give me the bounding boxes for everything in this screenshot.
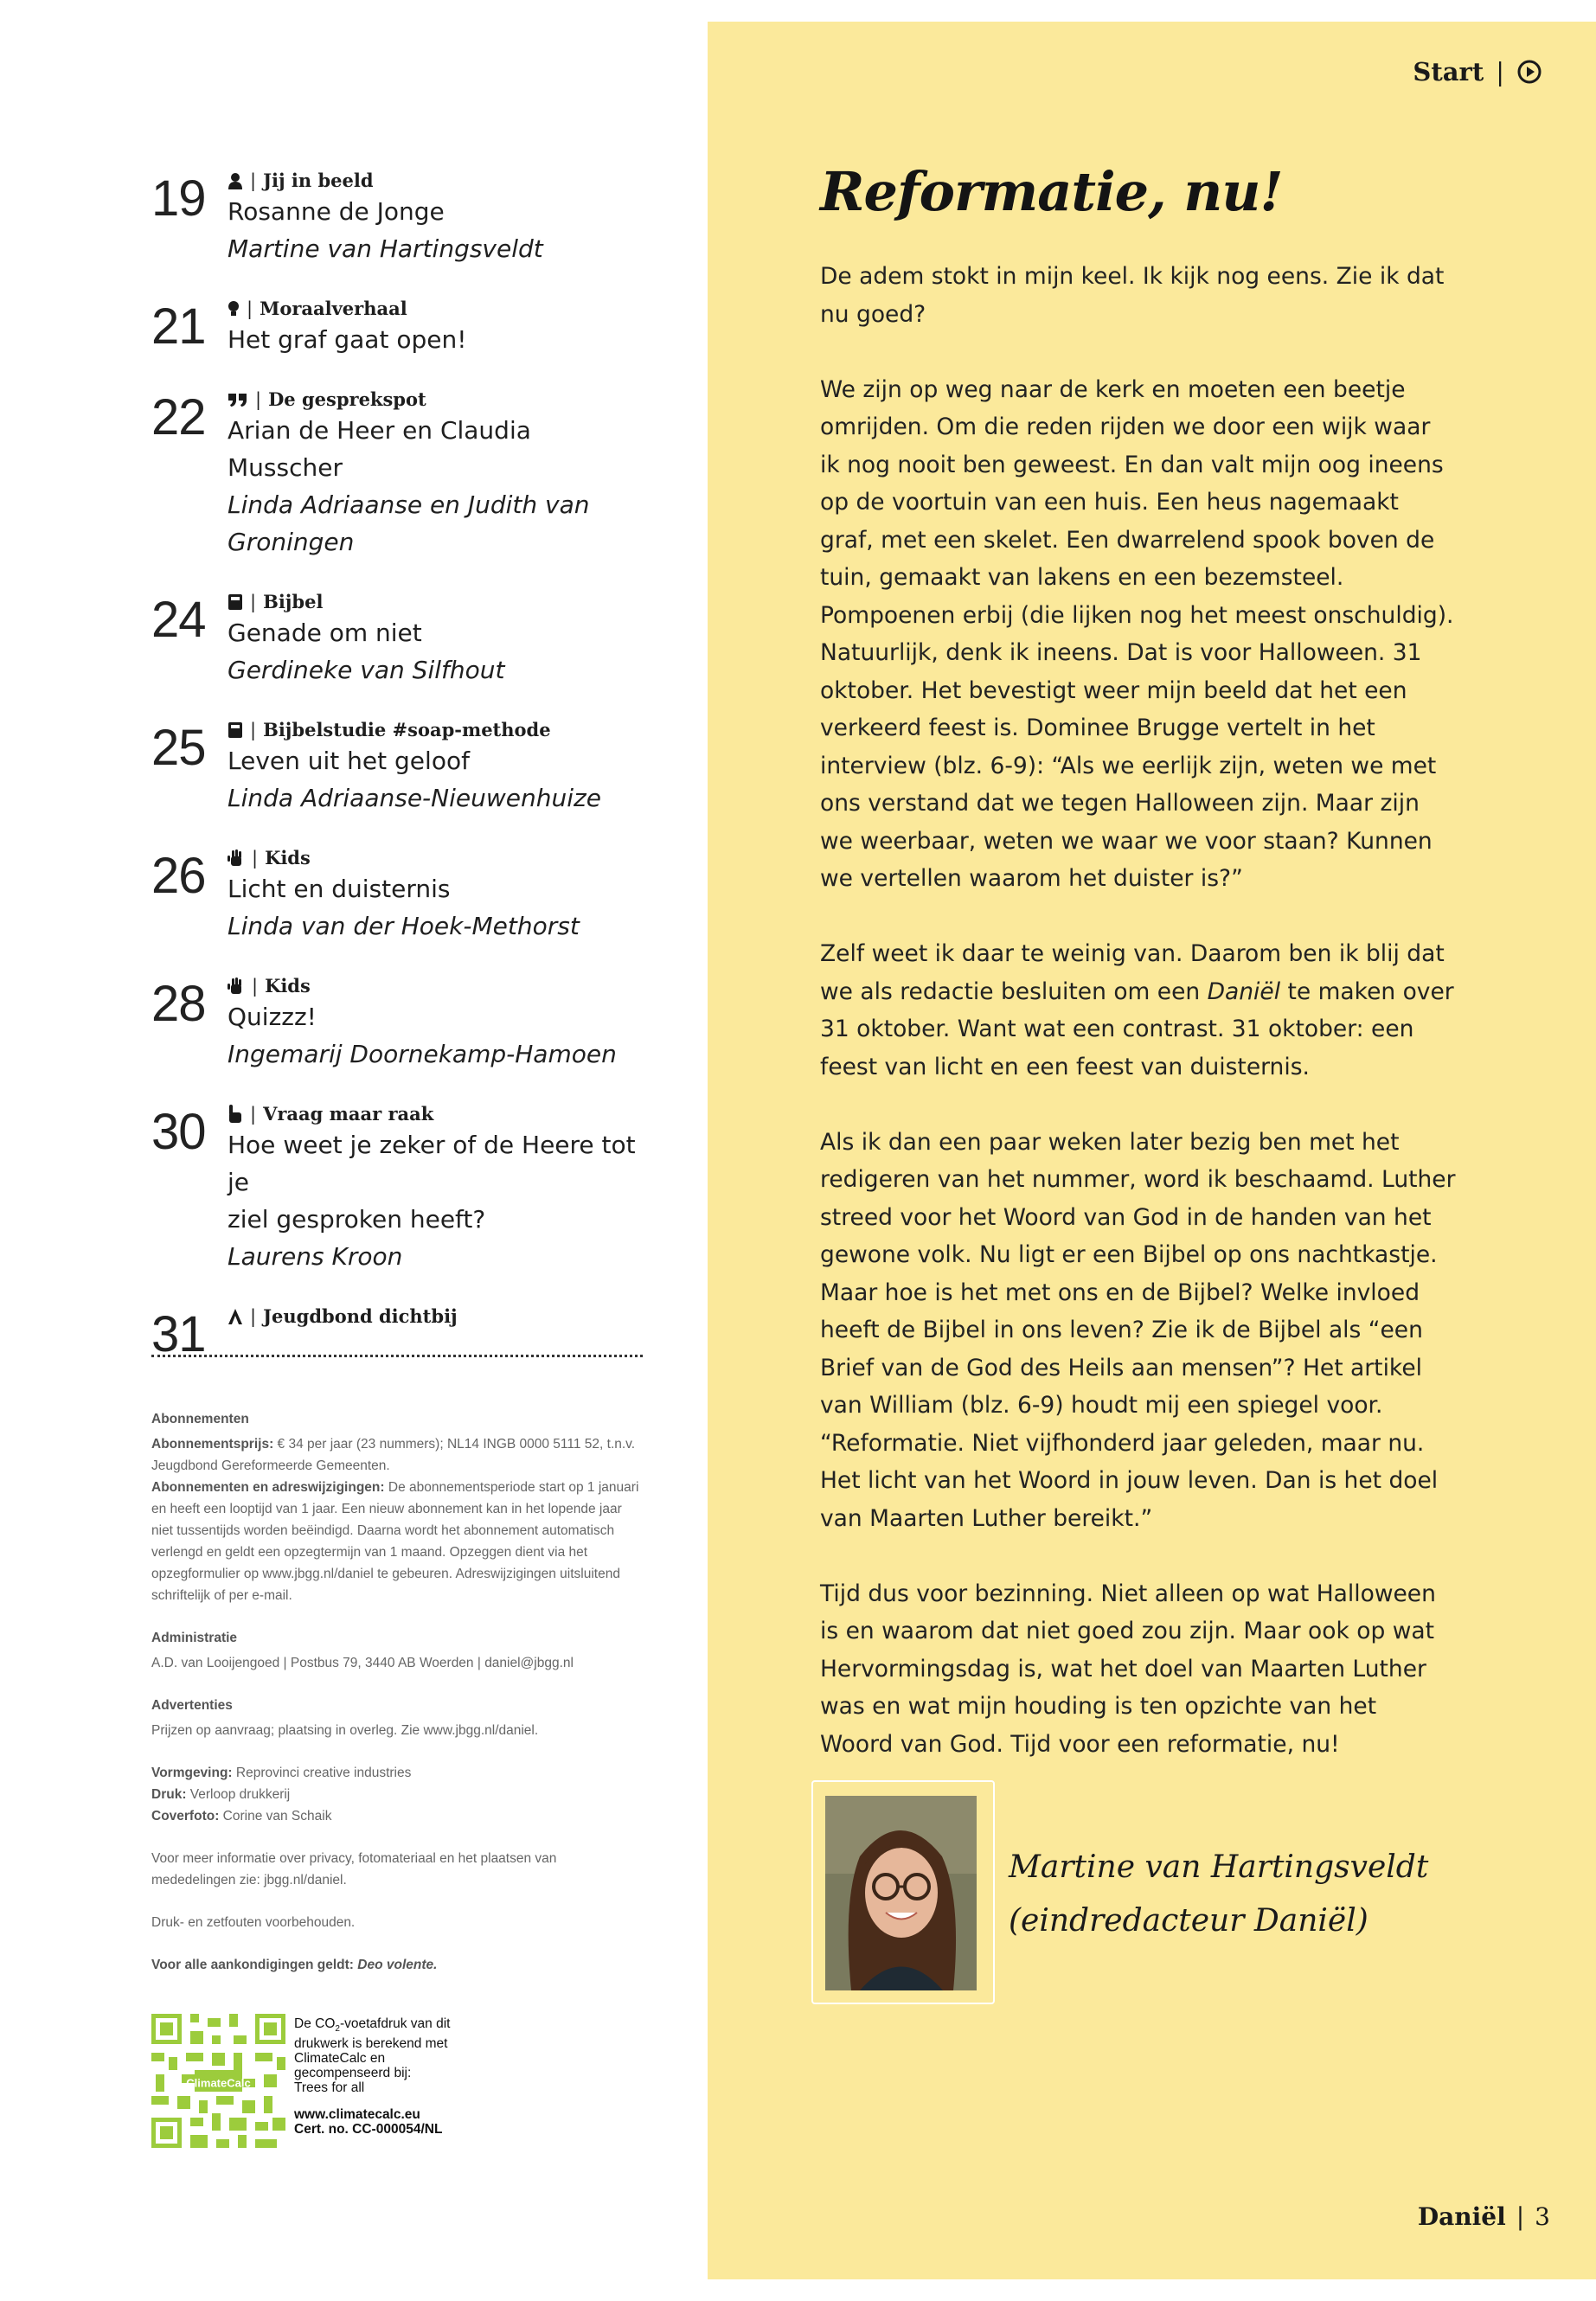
- toc-title: Licht en duisternis: [228, 875, 451, 903]
- qr-code[interactable]: [151, 2014, 285, 2148]
- raised-hand-icon: [228, 1105, 243, 1124]
- toc-entry[interactable]: [151, 388, 644, 561]
- privacy-text: Voor meer informatie over privacy, fotomateriaal en het plaatsen van mededelingen zie: jbgg.nl/daniel.: [151, 1851, 557, 1888]
- abonnementen-heading: Abonnementen: [151, 1412, 249, 1426]
- page-number: 31: [151, 1306, 206, 1362]
- category-label: De gesprekspot: [268, 388, 426, 410]
- toc-title: Leven uit het geloof: [228, 747, 470, 775]
- toc-author: Linda Adriaanse en Judith van: [228, 490, 590, 519]
- climate-notice: De $CO_2$-voetafdruk van dit drukwerk is berekend met ClimateCalc en gecompenseerd bij: Trees for all www.climatecalc.eu Cert. no. CC-000054/NL: [294, 2016, 451, 2138]
- climate-url[interactable]: www.climatecalc.eu: [294, 2107, 420, 2123]
- author-photo: [825, 1796, 977, 1990]
- category-label: Bijbel: [263, 591, 324, 612]
- hand-icon: [228, 977, 245, 995]
- toc-category: | Kids: [228, 974, 644, 998]
- page-number: 24: [151, 592, 206, 648]
- toc-author: Linda Adriaanse-Nieuwenhuize: [228, 784, 601, 812]
- toc-author: Linda van der Hoek-Methorst: [228, 912, 580, 940]
- toc-category: | Moraalverhaal: [228, 297, 644, 321]
- signature: [1009, 1841, 1428, 1948]
- person-icon: [228, 172, 243, 189]
- signature-name: Martine van Hartingsveldt: [1009, 1849, 1429, 1885]
- toc-title: Het graf gaat open!: [228, 325, 467, 354]
- hand-icon: [228, 849, 245, 867]
- toc-entry[interactable]: [151, 297, 644, 358]
- abonnementen-text: Abonnementsprijs: € 34 per jaar (23 nummers); NL14 INGB 0000 5111 52, t.n.v. Jeugdbond Gereformeerde Gemeenten. Abonnementen en adreswijzigingen: De abonnementsperiode start op 1 januari en heeft een looptijd van 1 jaar. Een nieuw abonnement kan in het lopende jaar niet tussentijds worden beëindigd. Daarna wordt het abonnement automatisch verlengd en geldt een opzegtermijn van 1 maand. Opzeggen dient via het opzegformulier op www.jbgg.nl/daniel te gebeuren. Adreswijzigingen uitsluitend schriftelijk of per e-mail.: [151, 1437, 639, 1603]
- play-circle-icon: [1516, 59, 1542, 85]
- toc-title: Hoe weet je zeker of de Heere tot je: [228, 1131, 636, 1196]
- start-link[interactable]: [1413, 57, 1542, 87]
- page-number: 22: [151, 389, 206, 445]
- page-number: 19: [151, 170, 206, 227]
- page-number: 25: [151, 720, 206, 776]
- category-label: Vraag maar raak: [263, 1103, 434, 1125]
- page-number: 21: [151, 298, 206, 355]
- book-icon: [228, 593, 243, 611]
- toc-author: Laurens Kroon: [228, 1242, 403, 1271]
- toc-title: Genade om niet: [228, 619, 422, 647]
- administratie-heading: Administratie: [151, 1631, 238, 1645]
- toc-author: Martine van Hartingsveldt: [228, 234, 543, 263]
- toc-author: Groningen: [228, 528, 355, 556]
- toc-entry[interactable]: [151, 974, 644, 1073]
- toc-author: Ingemarij Doornekamp-Hamoen: [228, 1040, 617, 1068]
- toc-title: Arian de Heer en Claudia Musscher: [228, 416, 531, 482]
- toc-author: Gerdineke van Silfhout: [228, 656, 505, 684]
- paragraph: De adem stokt in mijn keel. Ik kijk nog eens. Zie ik dat nu goed?: [820, 263, 1445, 328]
- table-of-contents: [151, 169, 644, 1362]
- category-label: Kids: [265, 847, 311, 868]
- page-number: 30: [151, 1104, 206, 1160]
- book-icon: [228, 721, 243, 739]
- toc-title: ziel gesproken heeft?: [228, 1205, 486, 1234]
- cert-number: Cert. no. CC-000054/NL: [294, 2122, 443, 2138]
- toc-category: | Kids: [228, 846, 644, 870]
- toc-category: | De gesprekspot: [228, 388, 644, 412]
- paragraph: Als ik dan een paar weken later bezig ben met het redigeren van het nummer, word ik beschaamd. Luther streed voor het Woord van God in de handen van het gewone volk. Nu ligt er een Bijbel op ons nachtkastje. Maar hoe is het met ons en de Bijbel? Welke invloed heeft de Bijbel in ons leven? Zie ik de Bijbel als “een Brief van de God des Heils aan mensen”? Het artikel van William (blz. 6-9) houdt mij een spiegel voor. “Reformatie. Niet vijfhonderd jaar geleden, maar nu. Het licht van het Woord in jouw leven. Dan is het doel van Maarten Luther bereikt.”: [820, 1128, 1456, 1532]
- page-number: 28: [151, 976, 206, 1032]
- paragraph: We zijn op weg naar de kerk en moeten een beetje omrijden. Om die reden rijden we door een wijk waar ik nog nooit ben geweest. En dan valt mijn oog ineens op de voortuin van een huis. Een heus nagemaakt graf, met een skelet. Een dwarrelend spook boven de tuin, gemaakt van lakens en een bezemsteel. Pompoenen erbij (die lijken nog het meest onschuldig). Natuurlijk, denk ik ineens. Dat is voor Halloween. 31 oktober. Het bevestigt weer mijn beeld dat het een verkeerd feest is. Dominee Brugge vertelt in het interview (blz. 6-9): “Als we eerlijk zijn, weten we met ons verstand dat we tegen Halloween zijn. Maar zijn we weerbaar, weten we waar we voor staan? Kunnen we vertellen waarom het duister is?”: [820, 375, 1454, 892]
- magazine-name: Daniël: [1417, 2202, 1506, 2231]
- start-label: Start: [1413, 57, 1484, 87]
- toc-entry[interactable]: [151, 169, 644, 267]
- toc-category: | Bijbel: [228, 590, 644, 614]
- article-body: [820, 258, 1456, 1801]
- arrow-up-icon: [228, 1308, 243, 1325]
- article-headline: Reformatie, nu!: [820, 160, 1283, 223]
- advertenties-heading: Advertenties: [151, 1698, 233, 1713]
- page-number-footer: 3: [1535, 2202, 1550, 2231]
- paragraph: Zelf weet ik daar te weinig van. Daarom ben ik blij dat we als redactie besluiten om een Daniël te maken over 31 oktober. Want wat een contrast. 31 oktober: een feest van licht en een feest van duisternis.: [820, 940, 1454, 1080]
- lightbulb-icon: [228, 300, 240, 317]
- paragraph: Tijd dus voor bezinning. Niet alleen op wat Halloween is en waarom dat niet goed zou zijn. Maar ook op wat Hervormingsdag is, wat het doel van Maarten Luther was en wat mijn houding is ten opzichte van het Woord van God. Tijd voor een reformatie, nu!: [820, 1580, 1436, 1758]
- credits: Vormgeving: Reprovinci creative industries Druk: Verloop drukkerij Coverfoto: Corine van Schaik: [151, 1766, 412, 1823]
- deo-volente-text: Voor alle aankondigingen geldt: Deo volente.: [151, 1958, 438, 1972]
- dotted-divider: [151, 1355, 643, 1357]
- toc-category: | Bijbelstudie #soap-methode: [228, 718, 644, 742]
- toc-entry[interactable]: [151, 1304, 644, 1362]
- qr-label: ClimateCalc: [186, 2076, 251, 2090]
- toc-title: Quizzz!: [228, 1003, 317, 1031]
- category-label: Jij in beeld: [263, 170, 374, 191]
- page-footer: [1418, 2202, 1550, 2231]
- toc-entry[interactable]: [151, 1102, 644, 1275]
- separator: |: [1516, 2202, 1525, 2231]
- advertenties-text: Prijzen op aanvraag; plaatsing in overleg. Zie www.jbgg.nl/daniel.: [151, 1723, 539, 1738]
- quote-icon: [228, 392, 248, 407]
- toc-category: | Jeugdbond dichtbij: [228, 1304, 644, 1329]
- toc-category: | Jij in beeld: [228, 169, 644, 193]
- colophon: [151, 1408, 644, 1997]
- toc-title: Rosanne de Jonge: [228, 197, 445, 226]
- page-number: 26: [151, 848, 206, 904]
- category-label: Jeugdbond dichtbij: [263, 1305, 458, 1327]
- toc-category: | Vraag maar raak: [228, 1102, 644, 1126]
- administratie-text: A.D. van Looijengoed | Postbus 79, 3440 AB Woerden | daniel@jbgg.nl: [151, 1656, 574, 1670]
- category-label: Kids: [265, 975, 311, 997]
- toc-entry[interactable]: [151, 846, 644, 945]
- errata-text: Druk- en zetfouten voorbehouden.: [151, 1915, 356, 1930]
- toc-entry[interactable]: [151, 590, 644, 689]
- toc-entry[interactable]: [151, 718, 644, 817]
- category-label: Moraalverhaal: [260, 298, 407, 319]
- signature-role: (eindredacteur Daniël): [1009, 1903, 1368, 1939]
- category-label: Bijbelstudie #soap-methode: [263, 719, 551, 740]
- separator: |: [1496, 57, 1504, 87]
